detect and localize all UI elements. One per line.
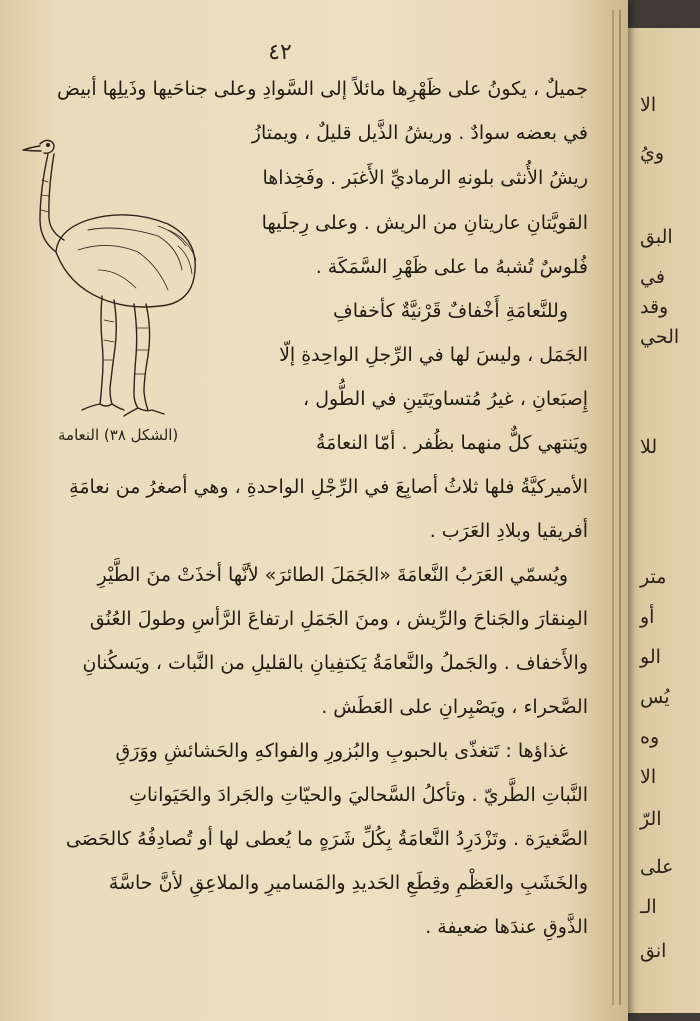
text-line: الصَّغيرَة . وتَزْدَرِدُ النَّعامَةُ بِكُلِّ شَرَهٍ ما يُعطى لها أو تُصادِفُهُ كالحَصَى: [65, 828, 588, 850]
next-page-fragment: الو: [640, 646, 661, 668]
text-line: فُلوسٌ تُشبهُ ما على ظَهْرِ السَّمَكَة .: [315, 256, 588, 278]
next-page-fragment: يُس: [640, 686, 670, 708]
next-page-fragment: وقد: [640, 296, 669, 318]
page-edge-line: [612, 10, 614, 1005]
next-page-fragment: البق: [640, 226, 673, 248]
next-page-fragment: الـ: [640, 896, 657, 918]
next-page-fragment: الحي: [640, 326, 680, 348]
text-line: وللنَّعامَةِ أَخْفافٌ قَرْنيَّةٌ كأخفافِ: [333, 300, 568, 322]
next-page-fragment: أو: [640, 606, 655, 628]
text-line: والأَخفاف . والجَملُ والنَّعامَةُ يَكتفِيانِ بالقليلِ من النَّبات ، ويَسكُنانِ: [82, 652, 588, 674]
next-page-fragment: الا: [640, 94, 657, 116]
page-number: ٤٢: [268, 40, 292, 65]
next-page-fragment: الرّ: [640, 808, 662, 830]
next-page-fragment: على: [640, 856, 674, 878]
text-line: أفريقيا وبلادِ العَرَب .: [429, 520, 588, 542]
text-line: الصَّحراء ، ويَصْبِرانِ على العَطَش .: [321, 696, 588, 718]
text-line: في بعضه سوادٌ . وريشُ الذَّيل قليلٌ ، ويمتازُ: [251, 122, 588, 144]
text-line: جميلٌ ، يكونُ على ظَهْرِها مائلاً إلى السَّوادِ وعلى جناحَيها وذَيلِها أبيض: [57, 78, 588, 100]
next-page-edge: [622, 28, 700, 1013]
text-line: ويَنتهي كلٌّ منهما بظُفر . أمّا النعامَةُ: [315, 432, 588, 454]
next-page-fragment: في: [640, 266, 665, 288]
text-line: ويُسمّي العَرَبُ النَّعامَةَ «الجَمَلَ الطائرَ» لأنَّها أخذَتْ منَ الطَّيْرِ: [97, 564, 568, 586]
next-page-fragment: انق: [640, 940, 667, 962]
next-page-fragment: ويُ: [640, 142, 665, 164]
text-line: غذاؤها : تَتغذّى بالحبوبِ والبُزورِ والفواكهِ والحَشائشِ ووَرَقِ: [115, 740, 568, 762]
text-line: الذَّوقِ عندَها ضعيفة .: [425, 916, 588, 938]
next-page-fragment: وه: [640, 726, 660, 748]
text-line: والخَشَبِ والعَظْمِ وقِطَعِ الحَديدِ والمَساميرِ والملاعِقِ لأنَّ حاسَّةَ: [108, 872, 588, 894]
text-line: القويَّتانِ عاريتانِ من الريش . وعلى رِجلَيها: [261, 212, 588, 234]
text-line: ريشُ الأُنثى بلونهِ الرماديِّ الأَغبَر . وفَخِذاها: [262, 167, 588, 189]
text-line: الأميركيَّةُ فلها ثلاثُ أصابِعَ في الرِّجْلِ الواحدةِ ، وهي أصغرُ من نعامَةِ: [69, 476, 588, 498]
page-edge-line: [619, 10, 621, 1005]
next-page-fragment: متر: [640, 566, 667, 588]
ostrich-illustration: [18, 120, 208, 420]
text-line: الجَمَل ، وليسَ لها في الرِّجلِ الواحِدةِ إلّا: [279, 344, 588, 366]
next-page-fragment: الا: [640, 766, 657, 788]
text-line: إِصبَعانِ ، غيرُ مُتساويَتَينِ في الطُّول ،: [303, 388, 588, 410]
text-line: النَّباتِ الطَّريّ . وتأكلُ السَّحاليَ والحيّاتِ والجَرادَ والحَيَواناتِ: [129, 784, 588, 806]
figure-caption: (الشكل ٣٨) النعامة: [58, 426, 179, 444]
next-page-fragment: للا: [640, 436, 658, 458]
text-line: المِنقارَ والجَناحَ والرِّيش ، ومنَ الجَمَلِ ارتفاعَ الرَّأسِ وطولَ العُنُق: [89, 608, 588, 630]
